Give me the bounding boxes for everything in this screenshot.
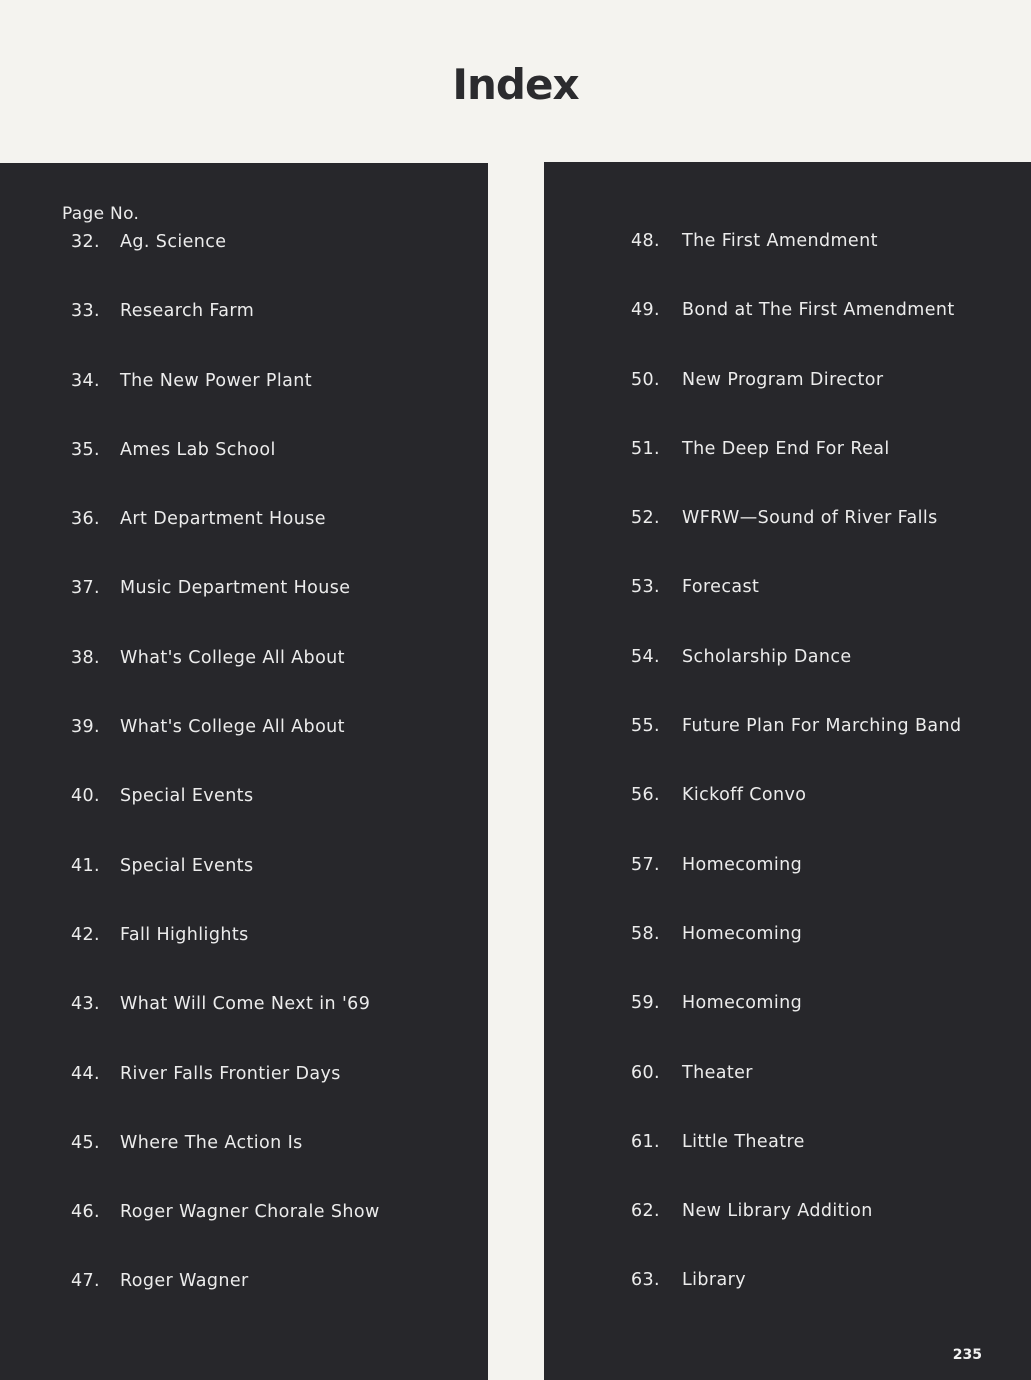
- index-entry-title: What's College All About: [120, 647, 345, 668]
- index-entry-title: Forecast: [682, 577, 760, 598]
- index-entry-title: Homecoming: [682, 854, 803, 875]
- index-entry-title: Roger Wagner Chorale Show: [120, 1202, 380, 1223]
- index-entry: [544, 295, 1031, 364]
- index-entry-page-number: 38.: [70, 647, 100, 668]
- index-entry-title: Bond at The First Amendment: [682, 300, 955, 321]
- index-entry-title: The First Amendment: [682, 231, 878, 251]
- index-left-panel: [0, 163, 488, 1380]
- index-entry-page-number: 46.: [70, 1202, 100, 1223]
- index-entry-page-number: 55.: [630, 716, 660, 737]
- index-entry-page-number: 53.: [630, 577, 660, 598]
- index-entry: [0, 1266, 488, 1335]
- index-entry: [0, 851, 488, 920]
- index-entry-title: Research Farm: [120, 301, 255, 322]
- index-entry-title: Homecoming: [682, 923, 803, 944]
- index-entry: [544, 1265, 1031, 1334]
- index-entry: [0, 989, 488, 1058]
- index-entry-page-number: 58.: [630, 923, 660, 944]
- index-entry-page-number: 41.: [70, 855, 100, 876]
- index-entry-title: Special Events: [120, 786, 254, 807]
- index-entry-page-number: 51.: [630, 438, 660, 459]
- index-entry-page-number: 56.: [630, 785, 660, 806]
- index-entry: [544, 503, 1031, 572]
- index-entry-page-number: 39.: [70, 717, 100, 738]
- index-entry: [0, 1197, 488, 1266]
- index-entry: [544, 572, 1031, 641]
- index-entry: [544, 434, 1031, 503]
- index-entry-page-number: 57.: [630, 854, 660, 875]
- index-entry-title: What's College All About: [120, 717, 345, 738]
- index-entry-page-number: 62.: [630, 1201, 660, 1222]
- index-entry-title: What Will Come Next in '69: [120, 994, 371, 1015]
- page-no-label: Page No.: [62, 204, 140, 224]
- index-entry-page-number: 36.: [70, 509, 100, 530]
- index-entry: [0, 781, 488, 850]
- index-list-right: [544, 226, 1031, 1335]
- index-entry-page-number: 33.: [70, 301, 100, 322]
- index-entry-page-number: 44.: [70, 1063, 100, 1084]
- index-entry: [0, 573, 488, 642]
- index-entry-title: New Program Director: [682, 369, 884, 390]
- index-entry-page-number: 54.: [630, 646, 660, 667]
- index-entry: [544, 711, 1031, 780]
- index-entry-page-number: 43.: [70, 994, 100, 1015]
- index-entry: [0, 296, 488, 365]
- index-entry-page-number: 32.: [70, 232, 100, 252]
- index-entry-page-number: 50.: [630, 369, 660, 390]
- index-entry-page-number: 60.: [630, 1062, 660, 1083]
- page-title: Index: [452, 60, 579, 109]
- index-entry-title: Future Plan For Marching Band: [682, 716, 962, 737]
- index-entry: [544, 642, 1031, 711]
- index-entry: [0, 435, 488, 504]
- index-entry-title: WFRW—Sound of River Falls: [682, 508, 938, 529]
- index-entry: [0, 643, 488, 712]
- index-entry: [0, 712, 488, 781]
- index-entry-title: The Deep End For Real: [682, 438, 890, 459]
- index-entry-page-number: 47.: [70, 1271, 100, 1292]
- index-entry: [0, 366, 488, 435]
- index-entry-title: Kickoff Convo: [682, 785, 807, 806]
- index-entry-page-number: 59.: [630, 993, 660, 1014]
- index-entry: [544, 780, 1031, 849]
- index-entry: [544, 988, 1031, 1057]
- index-entry-page-number: 45.: [70, 1132, 100, 1153]
- index-right-panel: [544, 162, 1031, 1380]
- index-entry-title: Music Department House: [120, 578, 351, 599]
- index-entry-page-number: 61.: [630, 1131, 660, 1152]
- index-entry: [544, 226, 1031, 295]
- index-entry-title: Fall Highlights: [120, 924, 249, 945]
- index-entry-title: Roger Wagner: [120, 1271, 249, 1292]
- index-entry-title: Theater: [682, 1062, 753, 1083]
- index-entry-page-number: 52.: [630, 508, 660, 529]
- index-entry-page-number: 35.: [70, 439, 100, 460]
- index-entry-title: Special Events: [120, 855, 254, 876]
- index-entry-title: The New Power Plant: [120, 370, 313, 391]
- index-entry: [544, 850, 1031, 919]
- index-entry-title: Scholarship Dance: [682, 646, 852, 667]
- index-entry-title: Where The Action Is: [120, 1132, 303, 1153]
- index-entry-title: River Falls Frontier Days: [120, 1063, 341, 1084]
- index-entry-title: Art Department House: [120, 509, 326, 530]
- index-entry: [0, 1128, 488, 1197]
- index-list-left: [0, 227, 488, 1336]
- page-number: 235: [952, 1347, 982, 1363]
- index-entry-title: Homecoming: [682, 993, 803, 1014]
- index-entry: [0, 1059, 488, 1128]
- index-entry-page-number: 48.: [630, 231, 660, 251]
- index-entry-page-number: 40.: [70, 786, 100, 807]
- index-entry: [544, 1196, 1031, 1265]
- index-entry: [544, 1127, 1031, 1196]
- index-entry-title: Ames Lab School: [120, 439, 276, 460]
- index-entry: [544, 1058, 1031, 1127]
- index-entry-page-number: 37.: [70, 578, 100, 599]
- index-entry-page-number: 49.: [630, 300, 660, 321]
- index-entry: [0, 504, 488, 573]
- index-entry-page-number: 63.: [630, 1270, 660, 1291]
- index-entry-page-number: 34.: [70, 370, 100, 391]
- index-entry: [0, 920, 488, 989]
- index-entry-title: New Library Addition: [682, 1201, 873, 1222]
- index-entry: [0, 227, 488, 296]
- index-entry: [544, 365, 1031, 434]
- index-entry: [544, 919, 1031, 988]
- index-entry-page-number: 42.: [70, 924, 100, 945]
- index-entry-title: Little Theatre: [682, 1131, 805, 1152]
- index-entry-title: Library: [682, 1270, 746, 1291]
- index-entry-title: Ag. Science: [120, 232, 227, 252]
